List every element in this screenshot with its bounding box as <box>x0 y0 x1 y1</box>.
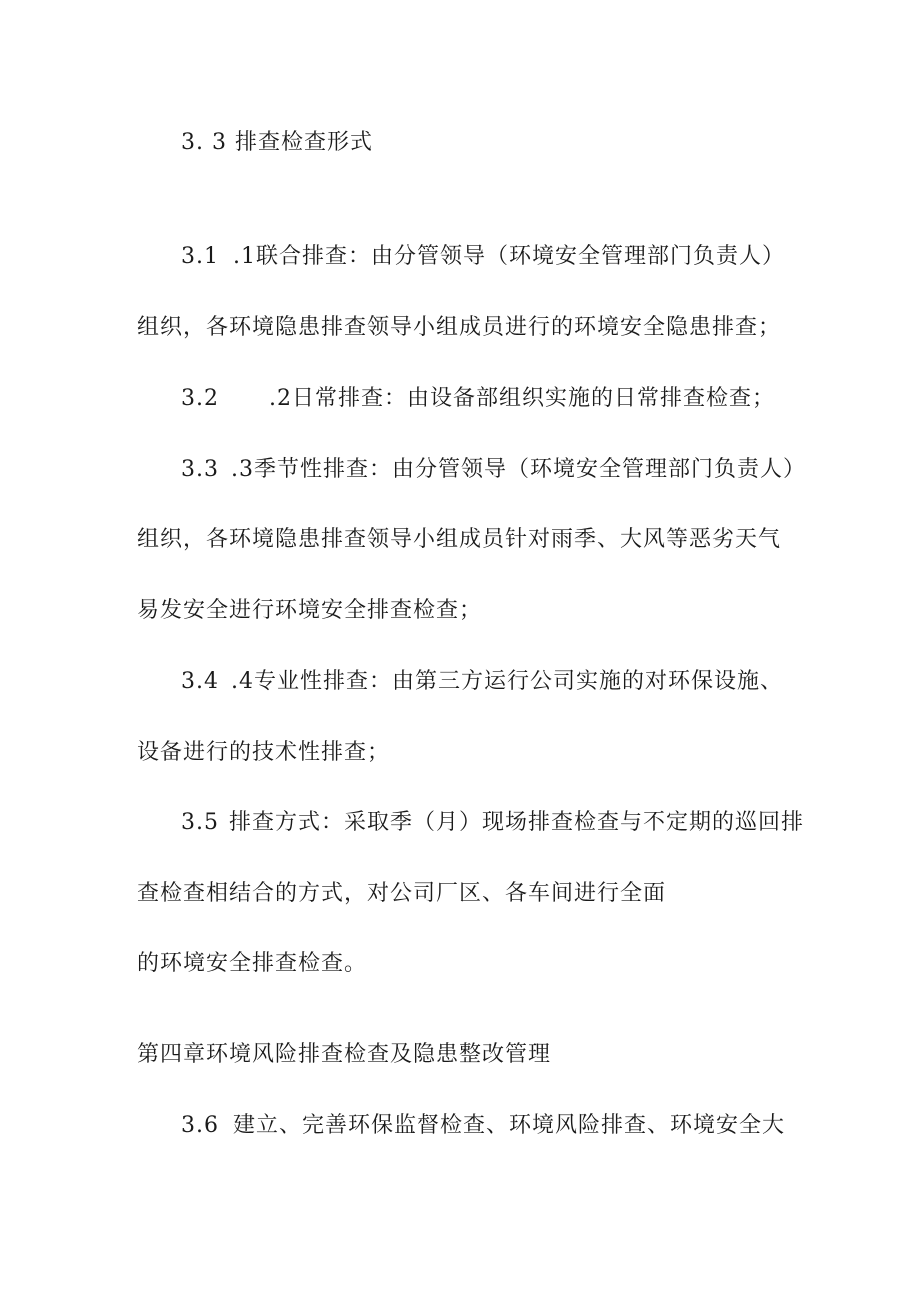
paragraph-3-4-line-1 <box>181 667 783 697</box>
item-number: 3.4 <box>181 669 219 694</box>
item-text: 排查方式：采取季（月）现场排查检查与不定期的巡回排 <box>229 810 805 835</box>
item-text: 建立、完善环保监督检查、环境风险排查、环境安全大 <box>233 1113 786 1138</box>
paragraph-text: 组织，各环境隐患排查领导小组成员进行的环境安全隐患排查； <box>137 315 782 340</box>
chapter-title: 第四章环境风险排查检查及隐患整改管理 <box>137 1042 552 1067</box>
paragraph-text: 的环境安全排查检查。 <box>137 951 368 976</box>
item-number: 3.6 <box>181 1113 219 1138</box>
paragraph-text: 查检查相结合的方式，对公司厂区、各车间进行全面 <box>137 881 667 906</box>
section-heading-3-3 <box>181 128 373 158</box>
paragraph-3-6-line-1 <box>181 1111 785 1141</box>
paragraph-text: 组织，各环境隐患排查领导小组成员针对雨季、大风等恶劣天气 <box>137 527 782 552</box>
item-text: .2日常排查：由设备部组织实施的日常排查检查； <box>269 386 775 411</box>
paragraph-3-5-line-3 <box>137 949 367 979</box>
section-number: 3. 3 <box>181 130 227 155</box>
paragraph-3-5-line-1 <box>181 808 804 838</box>
item-number: 3.3 <box>181 457 219 482</box>
paragraph-3-2 <box>181 384 775 414</box>
paragraph-3-4-line-2 <box>137 738 390 768</box>
paragraph-3-3-line-1 <box>181 455 806 485</box>
item-text: .1联合排查：由分管领导（环境安全管理部门负责人） <box>233 244 785 269</box>
paragraph-text: 设备进行的技术性排查； <box>137 740 391 765</box>
paragraph-3-3-line-2 <box>137 525 781 555</box>
section-title: 排查检查形式 <box>234 130 373 155</box>
item-text: .3季节性排查：由分管领导（环境安全管理部门负责人） <box>231 457 806 482</box>
chapter-heading <box>137 1040 551 1070</box>
item-number: 3.1 <box>181 244 219 269</box>
paragraph-3-1-line-2 <box>137 313 781 343</box>
paragraph-3-5-line-2 <box>137 879 666 909</box>
paragraph-3-1-line-1 <box>181 242 785 272</box>
paragraph-text: 易发安全进行环境安全排查检查； <box>137 598 483 623</box>
item-number: 3.2 <box>181 386 219 411</box>
paragraph-3-3-line-3 <box>137 596 482 626</box>
item-text: .4专业性排查：由第三方运行公司实施的对环保设施、 <box>231 669 783 694</box>
item-number: 3.5 <box>181 810 219 835</box>
